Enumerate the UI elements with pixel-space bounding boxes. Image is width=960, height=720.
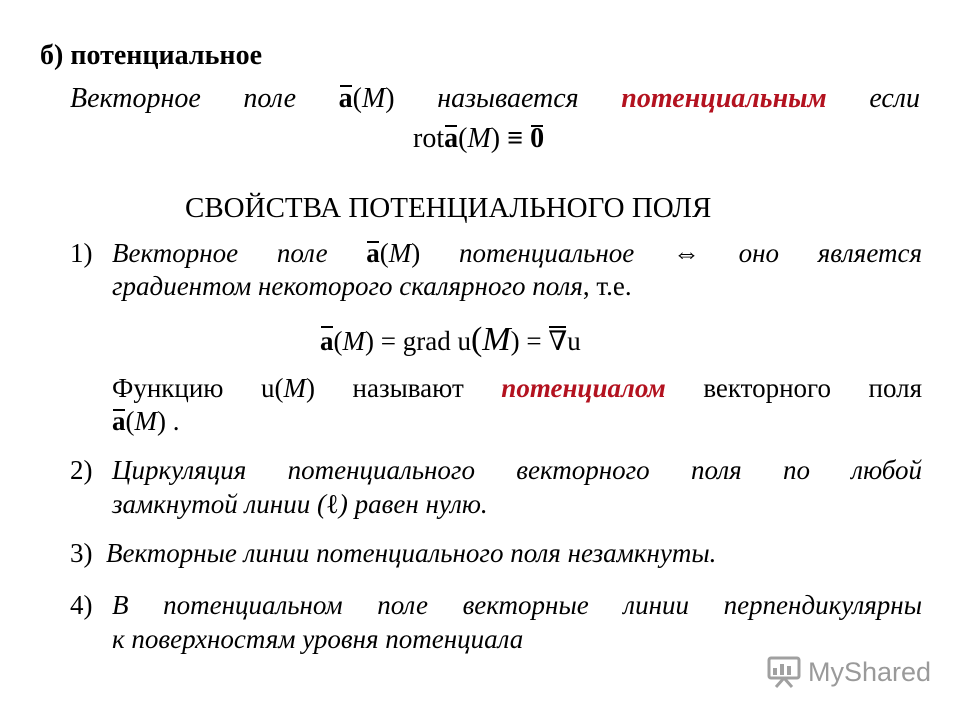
definition-line-1: Векторное поле a(M) называется потенциальным если [70, 83, 921, 114]
item-2-line-2: замкнутой линии (ℓ) равен нулю. [112, 489, 488, 519]
watermark [766, 652, 931, 692]
item-2-number: 2) [70, 455, 93, 485]
nabla-symbol: ∇ [548, 323, 567, 359]
watermark-text: MyShared [808, 656, 932, 687]
equivalence-symbol: ⇔ [672, 238, 700, 268]
item-3-number: 3) [70, 538, 93, 568]
gradient-formula: a(M) = grad u(M) = ∇u [320, 321, 581, 358]
item-4-line-1: В потенциальном поле векторные линии перпендикулярны [112, 590, 922, 620]
term-potential-function: потенциалом [501, 373, 666, 403]
item-1-line-1: Векторное поле a(M) потенциальное ⇔ оно является [112, 238, 922, 268]
item-3-text: Векторные линии потенциального поля незамкнуты. [106, 538, 717, 568]
item-4-line-2: к поверхностям уровня потенциала [112, 624, 524, 654]
properties-title: СВОЙСТВА ПОТЕНЦИАЛЬНОГО ПОЛЯ [185, 192, 712, 224]
potential-function-line-2: a(M) . [112, 406, 180, 436]
projector-screen-icon [766, 655, 802, 689]
term-potential: потенциальным [621, 83, 827, 114]
item-1-line-2: градиентом некоторого скалярного поля, т.е. [112, 271, 632, 301]
rot-formula: rota(M) ≡ 0 [413, 123, 545, 154]
item-2-line-1: Циркуляция потенциального векторного поля по любой [112, 455, 922, 485]
potential-function-line: Функцию u(M) называют потенциалом векторного поля [112, 373, 922, 403]
item-1-number: 1) [70, 238, 93, 268]
section-heading: б) потенциальное [40, 40, 262, 71]
vector-a-symbol: a [338, 83, 353, 114]
zero-vector-symbol: 0 [530, 123, 545, 154]
item-4-number: 4) [70, 590, 93, 620]
